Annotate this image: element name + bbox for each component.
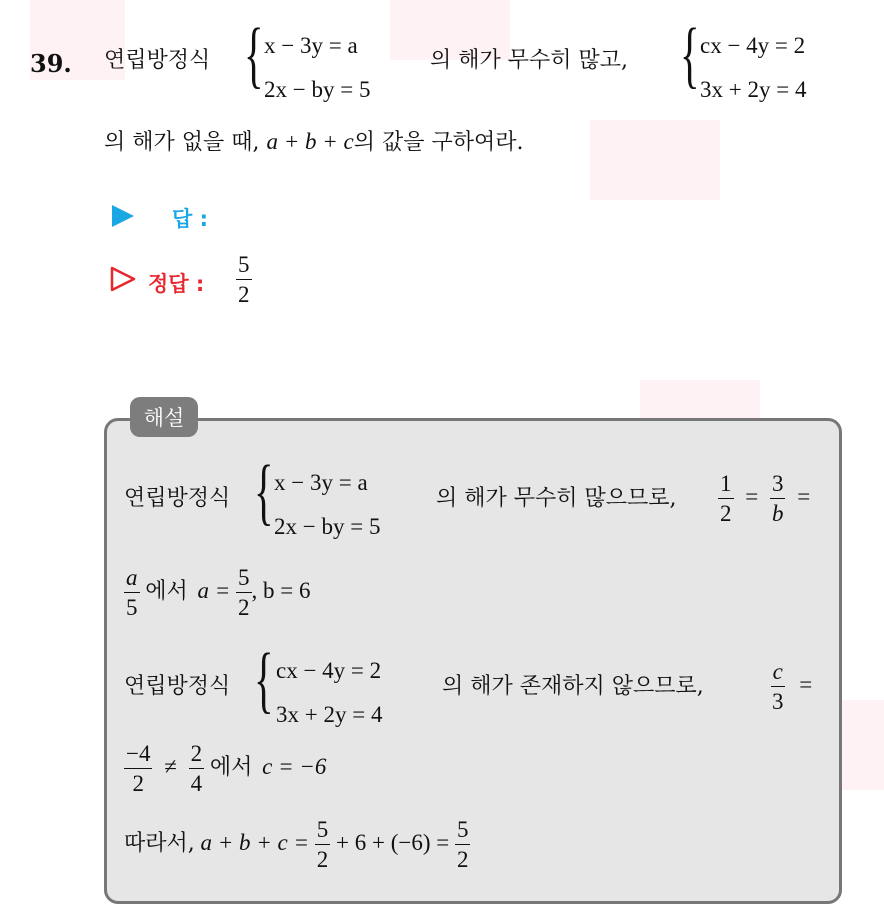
correct-label: 정답 : — [148, 272, 205, 296]
frac-num: 5 — [315, 818, 331, 845]
watermark — [590, 120, 720, 200]
answer-triangle-icon — [112, 205, 134, 227]
frac-num: 1 — [718, 472, 734, 499]
frac-num: c — [771, 660, 785, 687]
expl-line1-mid: 의 해가 무수히 많으므로, — [436, 486, 677, 511]
frac-num: 3 — [770, 472, 786, 499]
frac-den: 2 — [238, 595, 250, 620]
expl-line4 — [124, 742, 326, 795]
answer-label: 답 : — [172, 207, 208, 231]
watermark — [640, 380, 760, 420]
not-equal: ≠ — [164, 753, 177, 779]
expl-system1-eq2: 2x − by = 5 — [274, 514, 381, 539]
expl-line4-c: c = −6 — [262, 753, 327, 779]
expl-line3-mid: 의 해가 존재하지 않으므로, — [442, 674, 704, 699]
explanation-tab: 해설 — [130, 397, 198, 437]
left-brace: { — [680, 14, 700, 96]
left-brace: { — [254, 639, 274, 721]
expl-line2 — [124, 566, 311, 619]
question-line2 — [104, 130, 524, 154]
frac-den: 4 — [190, 771, 203, 796]
equals: = — [797, 483, 811, 509]
frac-den: b — [771, 501, 784, 526]
system2-eq1: cx − 4y = 2 — [700, 33, 806, 58]
question-number: 39. — [30, 49, 72, 78]
question-line2-start: 의 해가 없을 때, — [104, 130, 260, 155]
frac-den: 2 — [720, 501, 732, 526]
expl-line2-mid: 에서 — [145, 578, 188, 604]
watermark — [840, 700, 884, 790]
question-mid: 의 해가 무수히 많고, — [430, 48, 628, 73]
equals: = — [799, 671, 813, 697]
frac-num: a — [124, 566, 140, 593]
equals: = — [745, 483, 759, 509]
frac-den: 2 — [132, 771, 144, 796]
expl-line5-mid: + 6 + (−6) = — [336, 829, 450, 855]
system2-eq2: 3x + 2y = 4 — [700, 77, 807, 102]
question-line2-expr: a + b + c — [266, 129, 354, 154]
question-prefix: 연립방정식 — [104, 48, 211, 73]
frac-num: 5 — [236, 566, 252, 593]
expl-line4-mid: 에서 — [209, 754, 253, 780]
frac-num: 5 — [236, 253, 252, 280]
expl-line2-a: a = — [197, 577, 231, 603]
frac-den: 3 — [772, 689, 784, 714]
frac-den: 2 — [456, 847, 469, 872]
frac-den: 2 — [316, 847, 329, 872]
expl-system1-eq1: x − 3y = a — [274, 470, 368, 495]
frac-den: 5 — [126, 595, 138, 620]
expl-line3-prefix: 연립방정식 — [124, 674, 231, 699]
expl-system2-eq2: 3x + 2y = 4 — [276, 702, 383, 727]
frac-num: −4 — [124, 742, 152, 769]
expl-line5 — [124, 818, 470, 871]
expl-line1-fractions — [718, 472, 810, 525]
left-brace: { — [254, 451, 274, 533]
system1-eq1: x − 3y = a — [264, 33, 358, 58]
correct-answer — [236, 253, 252, 306]
expl-line2-b: , b = 6 — [251, 577, 311, 603]
expl-system2-eq1: cx − 4y = 2 — [276, 658, 382, 683]
frac-den: 2 — [238, 282, 250, 307]
frac-num: 5 — [455, 818, 471, 845]
left-brace: { — [244, 14, 264, 96]
system1-eq2: 2x − by = 5 — [264, 77, 371, 102]
frac-num: 2 — [189, 742, 205, 769]
expl-line5-prefix: 따라서, — [124, 830, 195, 856]
expl-line3-fraction — [770, 660, 812, 713]
expl-line5-expr: a + b + c = — [200, 829, 310, 855]
question-line2-end: 의 값을 구하여라. — [353, 130, 524, 155]
expl-line1-prefix: 연립방정식 — [124, 486, 231, 511]
correct-triangle-icon — [110, 266, 136, 296]
